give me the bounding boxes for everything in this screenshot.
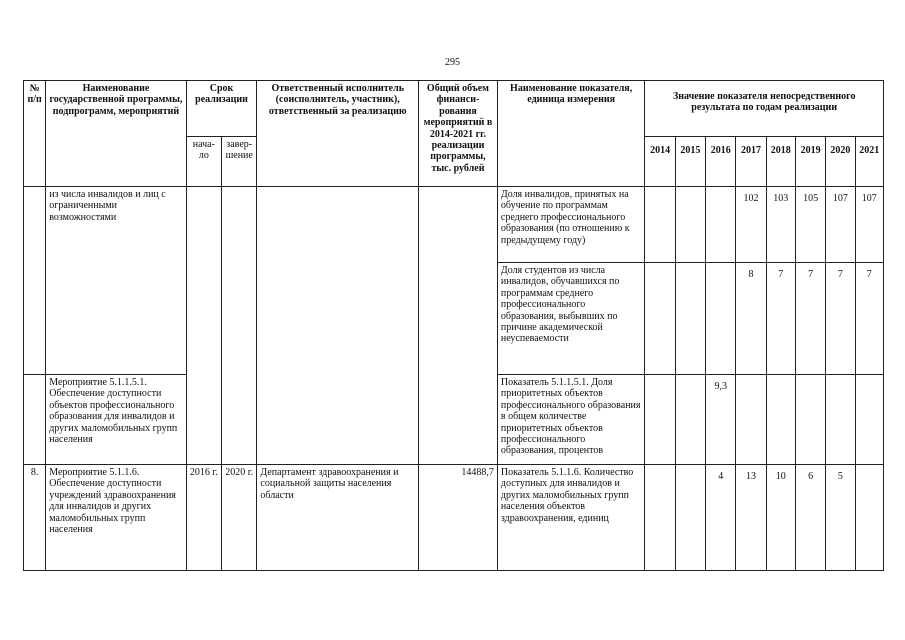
year-2016: 2016	[706, 137, 736, 187]
row-end	[222, 187, 257, 465]
value-cell: 7	[795, 263, 825, 375]
value-cell	[855, 375, 883, 465]
value-cell	[855, 465, 883, 571]
value-cell: 102	[736, 187, 766, 263]
year-2019: 2019	[795, 137, 825, 187]
row-num	[24, 187, 46, 375]
table-row	[24, 187, 884, 263]
value-cell	[645, 187, 675, 263]
value-cell: 10	[766, 465, 795, 571]
row-start	[186, 187, 221, 465]
row-num: 8.	[24, 465, 46, 571]
value-cell: 8	[736, 263, 766, 375]
header-volume: Общий объем финанси-рования мероприятий в 2014-2021 гг. реализации программы, тыс. рублей	[419, 81, 498, 187]
header-start: нача-ло	[186, 137, 221, 187]
header-indicator: Наименование показателя, единица измерения	[497, 81, 645, 187]
row-num	[24, 375, 46, 465]
row-volume	[419, 187, 498, 465]
value-cell	[706, 187, 736, 263]
header-end: завер-шение	[222, 137, 257, 187]
row-responsible: Департамент здравоохранения и социальной защиты населения области	[257, 465, 419, 571]
value-cell	[826, 375, 855, 465]
year-2020: 2020	[826, 137, 855, 187]
row-start: 2016 г.	[186, 465, 221, 571]
row-name: Мероприятие 5.1.1.6. Обеспечение доступности учреждений здравоохранения для инвалидов и других маломобильных групп населения	[46, 465, 186, 571]
page-number: 295	[445, 57, 460, 68]
row-responsible	[257, 187, 419, 465]
header-responsible: Ответственный исполнитель (соисполнитель, участник), ответственный за реализацию	[257, 81, 419, 187]
value-cell	[766, 375, 795, 465]
row-name: из числа инвалидов и лиц с ограниченными возможностями	[46, 187, 186, 375]
row-volume: 14488,7	[419, 465, 498, 571]
row-end: 2020 г.	[222, 465, 257, 571]
program-table	[23, 80, 884, 571]
value-cell: 13	[736, 465, 766, 571]
value-cell	[675, 187, 705, 263]
header-num: № п/п	[24, 81, 46, 187]
value-cell	[645, 375, 675, 465]
year-2018: 2018	[766, 137, 795, 187]
value-cell	[675, 375, 705, 465]
value-cell: 5	[826, 465, 855, 571]
value-cell: 105	[795, 187, 825, 263]
row-indicator: Доля студентов из числа инвалидов, обучавшихся по программам среднего профессионального образования, выбывших по причине академической неуспеваемости	[497, 263, 645, 375]
value-cell: 7	[766, 263, 795, 375]
row-indicator: Доля инвалидов, принятых на обучение по программам среднего профессионального образования (по отношению к предыдущему году)	[497, 187, 645, 263]
header-name: Наименование государственной программы, подпрограмм, мероприятий	[46, 81, 186, 187]
value-cell	[706, 263, 736, 375]
value-cell	[645, 465, 675, 571]
value-cell	[675, 465, 705, 571]
value-cell	[795, 375, 825, 465]
value-cell: 7	[855, 263, 883, 375]
table-row	[24, 465, 884, 571]
header-values: Значение показателя непосредственного результата по годам реализации	[645, 81, 884, 137]
year-2014: 2014	[645, 137, 675, 187]
value-cell: 4	[706, 465, 736, 571]
header-term: Срок реализации	[186, 81, 257, 137]
value-cell: 7	[826, 263, 855, 375]
value-cell	[645, 263, 675, 375]
year-2015: 2015	[675, 137, 705, 187]
value-cell	[736, 375, 766, 465]
value-cell	[675, 263, 705, 375]
row-indicator: Показатель 5.1.1.6. Количество доступных для инвалидов и других маломобильных групп населения объектов здравоохранения, единиц	[497, 465, 645, 571]
year-2017: 2017	[736, 137, 766, 187]
row-indicator: Показатель 5.1.1.5.1. Доля приоритетных объектов профессионального образования в общем количестве приоритетных объектов профессионального образования, процентов	[497, 375, 645, 465]
row-name: Мероприятие 5.1.1.5.1. Обеспечение доступности объектов профессионального образования для инвалидов и других маломобильных групп населения	[46, 375, 186, 465]
value-cell: 107	[855, 187, 883, 263]
value-cell: 103	[766, 187, 795, 263]
year-2021: 2021	[855, 137, 883, 187]
value-cell: 107	[826, 187, 855, 263]
value-cell: 9,3	[706, 375, 736, 465]
value-cell: 6	[795, 465, 825, 571]
